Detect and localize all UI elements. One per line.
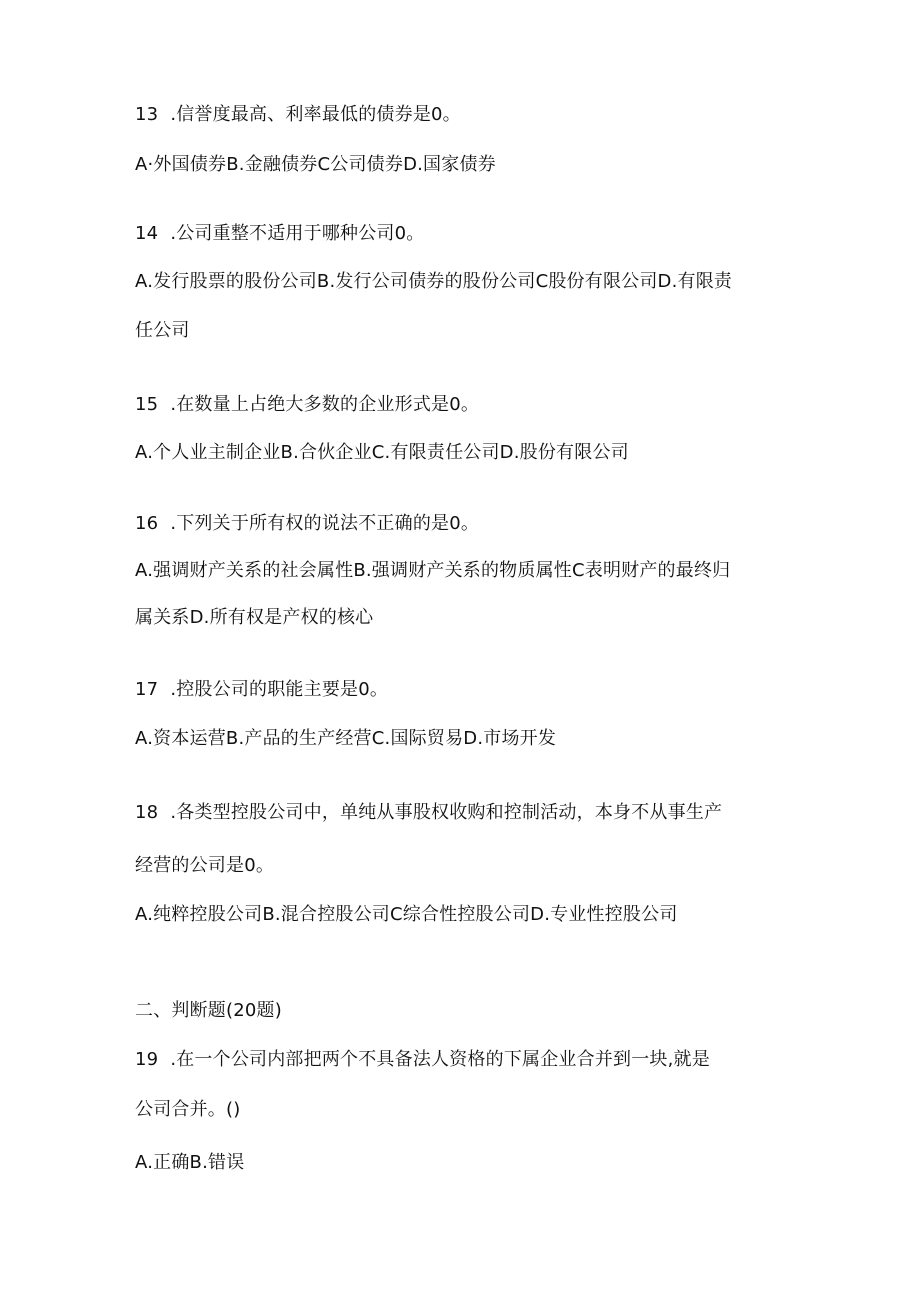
question-15-options: A.个人业主制企业B.合伙企业C.有限责任公司D.股份有限公司 xyxy=(135,442,629,463)
question-17-options: A.资本运营B.产品的生产经营C.国际贸易D.市场开发 xyxy=(135,728,557,749)
question-number: 16 xyxy=(135,513,159,534)
question-text: .下列关于所有权的说法不正确的是0。 xyxy=(170,513,480,534)
question-16-options-line1: A.强调财产关系的社会属性B.强调财产关系的物质属性C表明财产的最终归 xyxy=(135,560,731,581)
question-18-stem-line2: 经营的公司是0。 xyxy=(135,855,275,876)
question-18-stem-line1 xyxy=(135,801,795,825)
question-text: .信誉度最高、利率最低的债券是0。 xyxy=(170,104,461,125)
question-text: .控股公司的职能主要是0。 xyxy=(170,679,389,700)
question-13-options: A·外国债券B.金融债券C公司债券D.国家债券 xyxy=(135,154,496,175)
question-number: 15 xyxy=(135,394,159,415)
question-number: 19 xyxy=(135,1049,159,1070)
question-17-stem xyxy=(135,678,795,702)
question-19-stem-line1 xyxy=(135,1048,795,1072)
question-number: 17 xyxy=(135,679,159,700)
question-number: 18 xyxy=(135,802,159,823)
question-18-options: A.纯粹控股公司B.混合控股公司C综合性控股公司D.专业性控股公司 xyxy=(135,904,678,925)
question-13-stem xyxy=(135,103,795,127)
question-number: 13 xyxy=(135,104,159,125)
question-14-options-line2: 任公司 xyxy=(135,320,190,341)
question-15-stem xyxy=(135,393,795,417)
question-19-stem-line2: 公司合并。() xyxy=(135,1099,241,1120)
question-14-stem xyxy=(135,222,795,246)
question-14-options-line1: A.发行股票的股份公司B.发行公司债券的股份公司C股份有限公司D.有限责 xyxy=(135,271,733,292)
section-heading: 二、判断题(20题) xyxy=(135,1000,282,1021)
question-16-stem xyxy=(135,512,795,536)
question-16-options-line2: 属关系D.所有权是产权的核心 xyxy=(135,607,374,628)
question-text: .在数量上占绝大多数的企业形式是0。 xyxy=(170,394,480,415)
question-text: .在一个公司内部把两个不具备法人资格的下属企业合并到一块,就是 xyxy=(170,1049,710,1070)
question-text: .各类型控股公司中，单纯从事股权收购和控制活动，本身不从事生产 xyxy=(170,802,723,823)
question-19-options: A.正确B.错误 xyxy=(135,1152,245,1173)
question-text: .公司重整不适用于哪种公司0。 xyxy=(170,223,425,244)
question-number: 14 xyxy=(135,223,159,244)
